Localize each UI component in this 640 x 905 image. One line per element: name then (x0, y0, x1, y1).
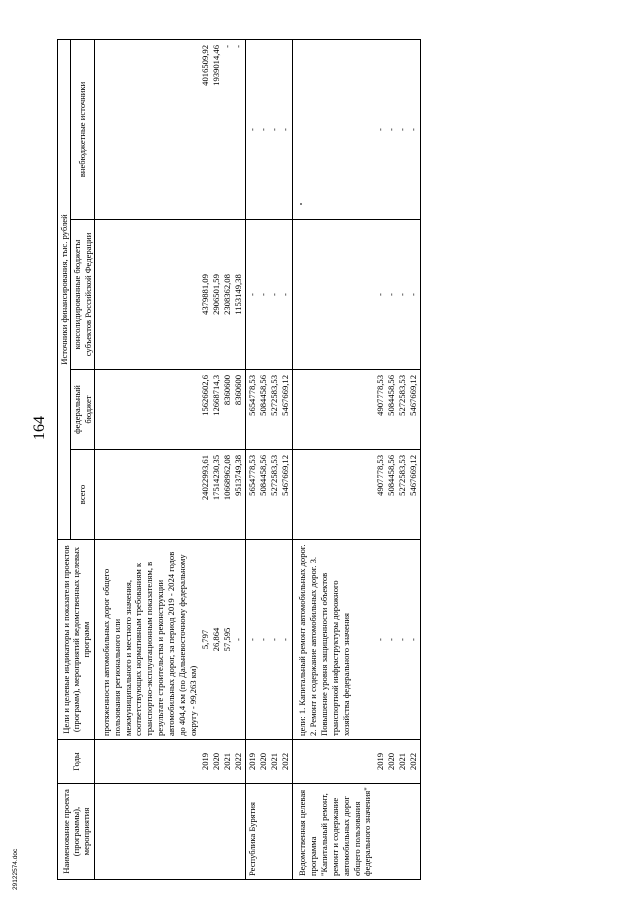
extra-value: - (375, 128, 386, 131)
goal-value: - (386, 638, 397, 641)
year-cell: 2021 (269, 752, 280, 771)
regional-value: - (408, 293, 419, 296)
goal-value: - (269, 638, 280, 641)
name-cell (94, 784, 199, 880)
total-value: 5084458,56 (258, 455, 269, 496)
goal-text: протяженности автомобильных дорог общего пользования регионального или межмуниципального и местного значения, соответствующих нормативным требованиям к транспортно-эксплуатационным показателям, в результате строительства и реконструкции автомобильных дорог, за период 2019 - 2024 годов до 404,4 км (по Дальневосточному федеральному округу - 99,263 км) (94, 540, 199, 740)
extra-value: - (397, 128, 408, 131)
federal-value: 12668714,3 (211, 375, 222, 416)
year-cell: 2019 (375, 752, 386, 771)
regional-value: - (386, 293, 397, 296)
regional-values (199, 220, 246, 370)
extra-values (199, 39, 246, 219)
goal-value: 57,595 (222, 627, 233, 652)
federal-value: 5084458,56 (258, 375, 269, 416)
table-row (293, 39, 374, 879)
year-cell: 2022 (280, 752, 291, 771)
year-cell: 2019 (247, 752, 258, 771)
federal-value: 4907778,53 (375, 375, 386, 416)
goal-text: цели: 1. Капитальный ремонт автомобильных дорог. 2. Ремонт и содержание автомобильных дорог. 3. Повышение уровня защищенности объектов транспортной инфраструктуры дорожного хозяйства федерального значения (293, 540, 374, 740)
regional-value: - (258, 293, 269, 296)
goal-values (199, 540, 246, 740)
year-cell: 2020 (258, 752, 269, 771)
goal-value: 26,864 (211, 627, 222, 652)
regional-value: - (247, 293, 258, 296)
header-row-1 (58, 39, 71, 879)
federal-value: 5467669,12 (280, 375, 291, 416)
year-cell: 2021 (397, 752, 408, 771)
year-cell: 2021 (222, 752, 233, 771)
regional-value: 2308362,08 (222, 274, 233, 315)
goal-value: - (280, 638, 291, 641)
total-value: 5467669,12 (408, 455, 419, 496)
table-row (199, 39, 246, 879)
rotated-table-container (57, 40, 617, 880)
goal-value: - (233, 638, 244, 641)
goal-value: - (375, 638, 386, 641)
total-value: 17514230,35 (211, 455, 222, 501)
table-row (246, 39, 293, 879)
goal-value: 5,797 (200, 629, 211, 650)
years-list (199, 740, 246, 784)
financing-table (57, 39, 421, 880)
total-value: 5467669,12 (280, 455, 291, 496)
header-sources: Источники финансирования, тыс. рублей (58, 39, 71, 539)
page-number: 164 (31, 416, 48, 440)
year-cell: 2022 (233, 752, 244, 771)
total-value: 10668962,08 (222, 455, 233, 501)
regional-value: - (269, 293, 280, 296)
year-cell: 2022 (408, 752, 419, 771)
header-total: всего (71, 450, 95, 540)
federal-value: 5654778,53 (247, 375, 258, 416)
program-name: Ведомственная целевая программа "Капитальный ремонт, ремонт и содержание автомобильных дорог общего пользования федерального значения" (293, 784, 374, 880)
extra-values (374, 39, 421, 219)
federal-value: 5467669,12 (408, 375, 419, 416)
goal-value: - (247, 638, 258, 641)
extra-value: - (258, 128, 269, 131)
regional-value: 1153149,38 (233, 274, 244, 315)
header-goals: Цели и целевые индикаторы и показатели проектов (программ), мероприятий ведомственных целевых программ (58, 540, 95, 740)
regional-value: - (397, 293, 408, 296)
extra-value: - (233, 44, 244, 48)
federal-value: 15626602,6 (200, 375, 211, 416)
goal-values (246, 540, 293, 740)
header-years: Годы (58, 740, 95, 784)
goal-value: - (397, 638, 408, 641)
header-federal: федеральный бюджет (71, 370, 95, 450)
goal-value: - (258, 638, 269, 641)
regional-value: - (280, 293, 291, 296)
table-row (94, 39, 199, 879)
table-row (374, 39, 421, 879)
total-value: 5654778,53 (247, 455, 258, 496)
extra-values (246, 39, 293, 219)
year-cell: 2019 (200, 752, 211, 771)
total-value: 5272583,53 (269, 455, 280, 496)
extra-value: - (222, 44, 233, 48)
total-value: 5272583,53 (397, 455, 408, 496)
regional-values (246, 220, 293, 370)
regional-value: - (375, 293, 386, 296)
goal-value: - (408, 638, 419, 641)
regional-value: 4379881,09 (200, 274, 211, 315)
extra-value: 4016509,92 (200, 44, 211, 86)
years-list (246, 740, 293, 784)
year-cell: 2020 (386, 752, 397, 771)
federal-values (199, 370, 246, 450)
header-name: Наименование проекта (программы), мероприятия (58, 784, 95, 880)
years-list (374, 740, 421, 784)
federal-value: 8360600 (222, 375, 233, 406)
total-value: 5084458,56 (386, 455, 397, 496)
extra-value: - (269, 128, 280, 131)
year-cell: 2020 (211, 752, 222, 771)
federal-values (374, 370, 421, 450)
total-value: 4907778,53 (375, 455, 386, 496)
total-values (199, 450, 246, 540)
extra-value: - (280, 128, 291, 131)
extra-value: - (386, 128, 397, 131)
header-regional: консолидированные бюджеты субъектов Российской Федерации (71, 220, 95, 370)
federal-value: 5084458,56 (386, 375, 397, 416)
extra-value: 1939014,46 (211, 44, 222, 86)
federal-value: 5272583,53 (397, 375, 408, 416)
region-name: Республика Бурятия (246, 784, 293, 880)
total-values (246, 450, 293, 540)
extra-value: - (408, 128, 419, 131)
document-id: 29122574.doc (12, 848, 19, 890)
header-extra: внебюджетные источники (71, 39, 95, 219)
total-value: 9513749,38 (233, 455, 244, 496)
total-values (374, 450, 421, 540)
total-value: 24022993,61 (200, 455, 211, 501)
federal-value: 5272583,53 (269, 375, 280, 416)
extra-value: - (247, 128, 258, 131)
federal-value: 8360600 (233, 375, 244, 406)
federal-values (246, 370, 293, 450)
regional-value: 2906501,59 (211, 274, 222, 315)
goal-values (374, 540, 421, 740)
regional-values (374, 220, 421, 370)
